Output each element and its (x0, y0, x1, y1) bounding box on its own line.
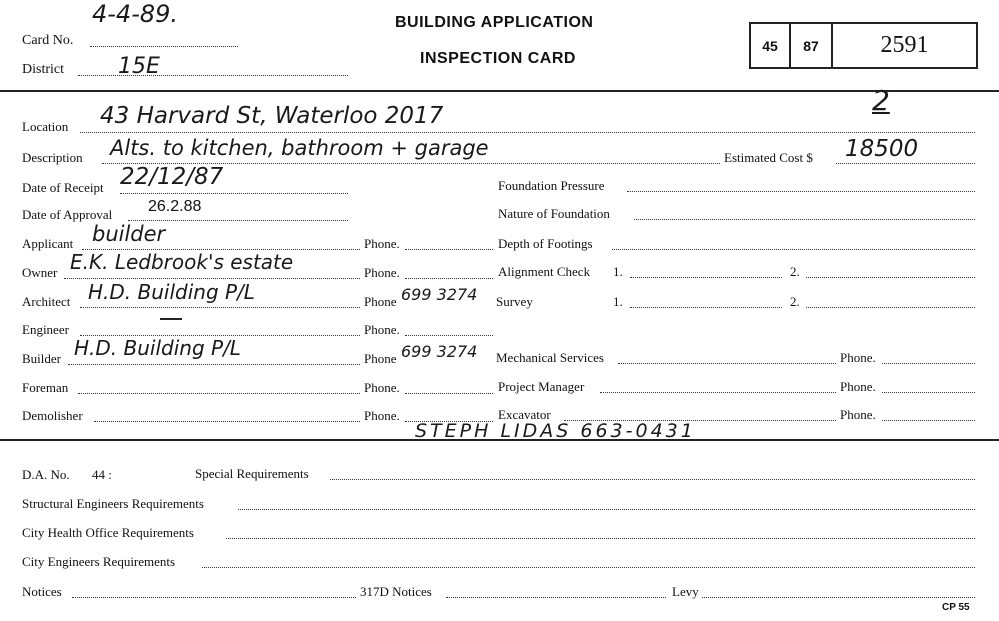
date-of-approval-dots (128, 220, 348, 221)
depth-of-footings-label: Depth of Footings (498, 236, 593, 251)
317d-notices-dots (446, 597, 666, 598)
excavator-label: Excavator (498, 407, 551, 422)
applicant-label: Applicant (22, 236, 74, 251)
project-manager-phone-label: Phone. (840, 379, 876, 394)
survey-num2: 2. (790, 294, 800, 309)
foreman-phone-dots (405, 393, 493, 394)
date-of-receipt-label: Date of Receipt (22, 180, 104, 195)
excavator-phone-label: Phone. (840, 407, 876, 422)
nature-of-foundation-dots (634, 219, 975, 220)
da-no-value: 44 : (92, 467, 112, 482)
survey-dots-2 (806, 307, 975, 308)
engineer-phone-dots (405, 335, 493, 336)
architect-dots (80, 307, 360, 308)
estimated-cost-dots (836, 163, 975, 164)
foreman-dots (78, 393, 360, 394)
location-value: 43 Harvard St, Waterloo 2017 (100, 103, 444, 129)
nature-of-foundation-label: Nature of Foundation (498, 206, 610, 221)
date-of-receipt-value: 22/12/87 (120, 164, 224, 190)
form-code: CP 55 (942, 602, 970, 613)
owner-phone-label: Phone. (364, 265, 400, 280)
demolisher-label: Demolisher (22, 408, 83, 423)
survey-num1: 1. (613, 294, 623, 309)
foreman-label: Foreman (22, 380, 69, 395)
box-cell-1: 45 (762, 37, 778, 54)
handwritten-date: 4-4-89. (92, 0, 179, 28)
project-manager-label: Project Manager (498, 379, 585, 394)
estimated-cost-label: Estimated Cost $ (724, 150, 813, 165)
architect-phone-value: 699 3274 (401, 285, 478, 304)
applicant-phone-label: Phone. (364, 236, 400, 251)
mechanical-services-label: Mechanical Services (496, 350, 604, 365)
alignment-check-dots-2 (806, 277, 975, 278)
engineer-dash-mark (160, 318, 182, 320)
builder-phone-label: Phone (364, 351, 397, 366)
date-of-approval-label: Date of Approval (22, 207, 113, 222)
city-health-dots (226, 538, 975, 539)
engineer-phone-label: Phone. (364, 322, 400, 337)
mechanical-services-dots (618, 363, 836, 364)
survey-label: Survey (496, 294, 533, 309)
special-requirements-label: Special Requirements (195, 466, 309, 481)
317d-notices-label: 317D Notices (360, 584, 432, 599)
excavator-phone-dots (882, 420, 975, 421)
contact-handwriting: STEPH LIDAS 663-0431 (415, 420, 696, 442)
architect-phone-label: Phone (364, 294, 397, 309)
demolisher-phone-label: Phone. (364, 408, 400, 423)
notices-dots (72, 597, 356, 598)
structural-engineers-label: Structural Engineers Requirements (22, 496, 204, 511)
district-value: 15E (118, 54, 160, 79)
alignment-check-num1: 1. (613, 264, 623, 279)
foundation-pressure-label: Foundation Pressure (498, 178, 605, 193)
card-no-label: Card No. (22, 33, 74, 48)
owner-dots (64, 278, 360, 279)
card-title-line2: INSPECTION CARD (420, 50, 576, 67)
applicant-value: builder (92, 222, 166, 246)
builder-value: H.D. Building P/L (74, 336, 241, 360)
architect-value: H.D. Building P/L (88, 280, 255, 304)
location-dots (80, 132, 975, 133)
owner-phone-dots (405, 278, 493, 279)
middle-rule (0, 439, 999, 441)
levy-dots (702, 597, 975, 598)
city-engineers-dots (202, 567, 975, 568)
builder-phone-value: 699 3274 (401, 342, 478, 361)
depth-of-footings-dots (612, 249, 975, 250)
card-no-dots (90, 46, 238, 47)
foundation-pressure-dots (627, 191, 975, 192)
date-of-receipt-dots (120, 193, 348, 194)
owner-value: E.K. Ledbrook's estate (70, 250, 294, 274)
builder-dots (68, 364, 360, 365)
top-rule (0, 90, 999, 92)
survey-dots-1 (630, 307, 782, 308)
da-no-label: D.A. No. (22, 467, 70, 482)
demolisher-dots (94, 421, 360, 422)
description-value: Alts. to kitchen, bathroom + garage (110, 136, 489, 160)
correction-mark: 2 (872, 84, 890, 117)
city-health-label: City Health Office Requirements (22, 525, 194, 540)
alignment-check-dots-1 (630, 277, 782, 278)
district-label: District (22, 62, 64, 77)
alignment-check-num2: 2. (790, 264, 800, 279)
city-engineers-label: City Engineers Requirements (22, 554, 176, 569)
foreman-phone-label: Phone. (364, 380, 400, 395)
applicant-phone-dots (405, 249, 493, 250)
mechanical-services-phone-label: Phone. (840, 350, 876, 365)
owner-label: Owner (22, 265, 58, 280)
box-cell-2: 87 (803, 37, 819, 54)
reference-number-box (749, 22, 978, 69)
project-manager-phone-dots (882, 392, 975, 393)
architect-label: Architect (22, 294, 71, 309)
mechanical-services-phone-dots (882, 363, 975, 364)
special-requirements-dots (330, 479, 975, 480)
notices-label: Notices (22, 584, 62, 599)
alignment-check-label: Alignment Check (498, 264, 591, 279)
date-of-approval-value: 26.2.88 (148, 198, 202, 215)
builder-label: Builder (22, 351, 61, 366)
description-label: Description (22, 150, 83, 165)
estimated-cost-value: 18500 (845, 136, 919, 162)
engineer-label: Engineer (22, 322, 69, 337)
card-title-line1: BUILDING APPLICATION (395, 14, 594, 31)
structural-engineers-dots (238, 509, 975, 510)
project-manager-dots (600, 392, 836, 393)
levy-label: Levy (672, 584, 699, 599)
box-cell-card-number: 2591 (880, 32, 929, 58)
location-label: Location (22, 119, 69, 134)
